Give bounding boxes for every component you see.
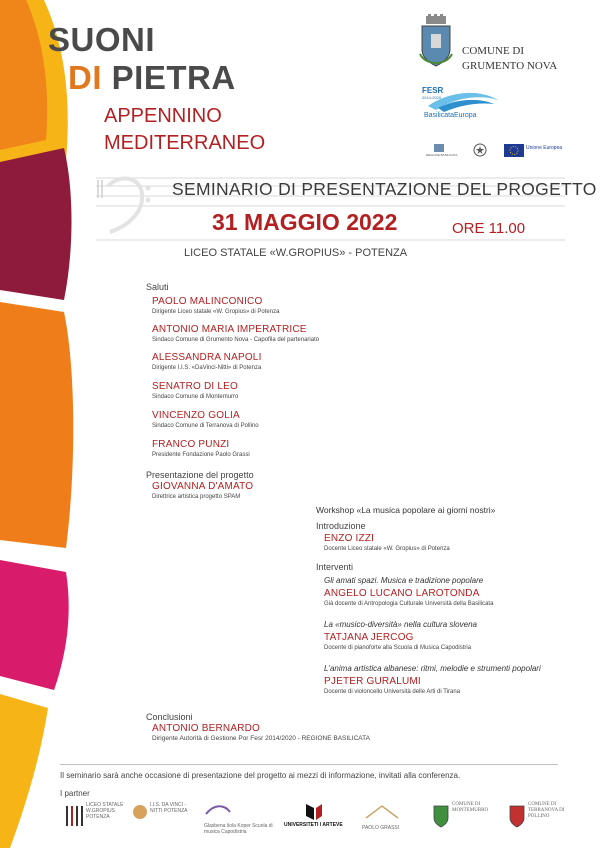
footer-divider [60, 764, 558, 765]
partner-name: Glasbena šola Koper Scuola di musica Capodistria [204, 823, 273, 835]
saluti-item [152, 410, 259, 430]
partners-row [64, 800, 564, 840]
title-di: DI [68, 59, 102, 96]
talk-item [324, 576, 493, 608]
speaker-role: Sindaco Comune di Montemurro [152, 394, 239, 400]
subtitle-appennino: APPENNINO [104, 105, 222, 127]
presentazione-item [152, 481, 253, 501]
fesr-logo [418, 84, 508, 122]
partner-logo [204, 804, 276, 835]
speaker-role: Direttrice artistica progetto SPAM [152, 494, 241, 500]
bottom-yellow-shape [0, 694, 48, 848]
comune-line2: GRUMENTO NOVA [462, 60, 558, 72]
footer-note: Il seminario sarà anche occasione di presentazione del progetto ai mezzi di informazione, invitati alla conferenza. [60, 771, 461, 780]
speaker-name: ANTONIO MARIA IMPERATRICE [152, 324, 307, 335]
talk-item [324, 664, 541, 696]
orange-shape [0, 302, 73, 548]
regione-text: REGIONE BASILICATA [426, 153, 458, 157]
speaker-role: Dirigente I.I.S. «DaVinci-Nitti» di Potenza [152, 365, 262, 371]
title-suoni: SUONI [48, 21, 156, 58]
talk-item [324, 620, 477, 652]
regione-basilicata-icon [426, 142, 454, 160]
title-pietra: PIETRA [111, 59, 236, 96]
intro-item [324, 533, 450, 553]
eu-flag-icon [504, 144, 524, 157]
partner-logo [432, 802, 496, 828]
speaker-role: Docente di pianoforte alla Scuola di Musica Capodistria [324, 645, 472, 651]
speaker-role: Sindaco Comune di Terranova di Pollino [152, 423, 259, 429]
universiteti-arteve-icon [304, 802, 324, 822]
fesr-region: BasilicataEuropa [424, 112, 477, 119]
glasbena-sola-icon [204, 804, 232, 818]
saluti-item [152, 324, 319, 344]
speaker-role: Dirigente Liceo statale «W. Gropius» di Potenza [152, 309, 280, 315]
italy-emblem-icon [470, 142, 490, 160]
montemurro-crest-icon [432, 802, 450, 828]
dark-red-shape [0, 148, 72, 300]
eu-text: Unione Europea [526, 145, 563, 151]
speaker-name: ALESSANDRA NAPOLI [152, 352, 262, 363]
conclusioni-label: Conclusioni [146, 712, 193, 722]
fesr-text: FESR [422, 86, 444, 95]
speaker-name: GIOVANNA D'AMATO [152, 481, 254, 492]
talk-topic: Gli amati spazi. Musica e tradizione popolare [324, 576, 484, 585]
speaker-role: Docente Liceo statale «W. Gropius» di Potenza [324, 546, 450, 552]
intro-label: Introduzione [316, 521, 366, 531]
partner-name: UNIVERSITETI I ARTEVE [284, 822, 343, 828]
partner-logo [508, 802, 568, 828]
saluti-item [152, 352, 262, 372]
eu-logos-row [426, 142, 563, 162]
paolo-grassi-icon [362, 804, 402, 820]
subtitle-mediterraneo: MEDITERRANEO [104, 132, 266, 154]
comune-name [462, 44, 557, 74]
speaker-name: ANGELO LUCANO LAROTONDA [324, 588, 480, 599]
speaker-name: PAOLO MALINCONICO [152, 296, 263, 307]
partner-logo [284, 802, 358, 828]
partner-name: I.I.S. DA VINCI - NITTI POTENZA [150, 802, 188, 814]
talk-topic: La «musico-diversità» nella cultura slovena [324, 620, 477, 629]
iis-davinci-icon [132, 802, 148, 826]
fesr-years: 2014-2020 [422, 95, 442, 100]
speaker-role: Presidente Fondazione Paolo Grassi [152, 452, 250, 458]
partner-logo [64, 802, 126, 830]
saluti-item [152, 296, 279, 316]
speaker-name: FRANCO PUNZI [152, 439, 230, 450]
workshop-title: Workshop «La musica popolare ai giorni nostri» [316, 505, 496, 515]
magenta-shape [0, 560, 69, 690]
speaker-name: PJETER GURALUMI [324, 676, 421, 687]
speaker-role: Dirigente Autorità di Gestione Por Fesr 2014/2020 - REGIONE BASILICATA [152, 735, 370, 742]
title-di-pietra [68, 60, 236, 96]
speaker-name: SENATRO DI LEO [152, 381, 238, 392]
saluti-item [152, 381, 238, 401]
saluti-item [152, 439, 250, 459]
speaker-name: TATJANA JERCOG [324, 632, 414, 643]
partner-name: COMUNE DI MONTEMURRO [452, 802, 489, 813]
speaker-name: ANTONIO BERNARDO [152, 723, 261, 734]
interventi-label: Interventi [316, 562, 354, 572]
comune-line1: COMUNE DI [462, 45, 525, 57]
speaker-role: Già docente di Antropologia Culturale Università della Basilicata [324, 601, 494, 607]
comune-crest-icon [418, 14, 454, 70]
partner-name: COMUNE DI TERRANOVA DI POLLINO [528, 802, 565, 819]
speaker-role: Sindaco Comune di Grumento Nova - Capofila del partenariato [152, 337, 320, 343]
partners-label: I partner [60, 789, 90, 798]
event-date: 31 MAGGIO 2022 [212, 209, 398, 235]
partner-name: PAOLO GRASSI [362, 825, 400, 831]
partner-logo [132, 802, 198, 826]
saluti-label: Saluti [146, 282, 169, 292]
talk-topic: L'anima artistica albanese: ritmi, melodie e strumenti popolari [324, 664, 541, 673]
speaker-role: Docente di violoncello Università delle Arti di Tirana [324, 689, 461, 695]
partner-name: LICEO STATALE W.GROPIUS POTENZA [86, 802, 124, 820]
event-venue: LICEO STATALE «W.GROPIUS» - POTENZA [184, 247, 408, 259]
seminario-title: SEMINARIO DI PRESENTAZIONE DEL PROGETTO [172, 179, 597, 199]
speaker-name: ENZO IZZI [324, 533, 375, 544]
speaker-name: VINCENZO GOLIA [152, 410, 240, 421]
event-time: ORE 11.00 [452, 220, 526, 237]
partner-logo [362, 804, 414, 831]
liceo-gropius-icon [64, 802, 84, 830]
conclusioni-item [152, 723, 370, 743]
terranova-crest-icon [508, 802, 526, 828]
presentazione-label: Presentazione del progetto [146, 470, 254, 480]
